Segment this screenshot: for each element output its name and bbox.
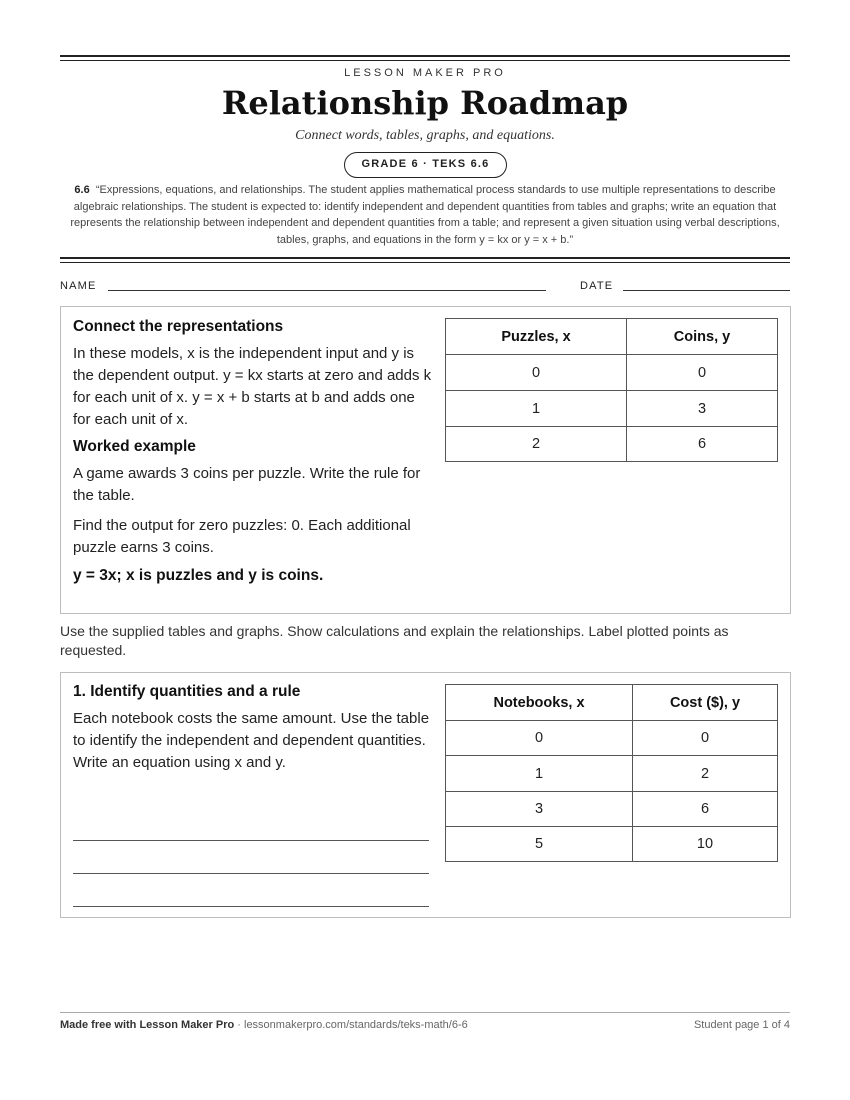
table-cell: 6 [627, 427, 778, 462]
grade-badge: GRADE 6 · TEKS 6.6 [344, 152, 507, 178]
table-row [446, 721, 778, 756]
table-row [446, 792, 778, 827]
example-heading: Worked example [73, 438, 196, 455]
table-header-row [446, 685, 778, 721]
problem-1-box [60, 672, 791, 918]
table-row [446, 427, 778, 462]
problem-1-body: Each notebook costs the same amount. Use the table to identify the independent and dependent quantities. Write an equation using x and y. [73, 710, 430, 771]
table-cell: 0 [633, 721, 778, 756]
problem-1-heading: 1. Identify quantities and a rule [73, 683, 301, 700]
table-cell: 3 [627, 391, 778, 427]
table-cell: 3 [446, 792, 633, 827]
table-cell: 1 [446, 391, 627, 427]
standard-code: 6.6 [74, 184, 90, 196]
footer-url: · lessonmakerpro.com/standards/teks-math/6-6 [234, 1019, 468, 1031]
table-row [446, 827, 778, 862]
table-cell: 0 [446, 355, 627, 391]
puzzles-coins-table [445, 318, 778, 462]
intro-box [60, 306, 791, 614]
table-row [446, 355, 778, 391]
footer-made-with: Made free with Lesson Maker Pro [60, 1019, 235, 1031]
answer-line[interactable] [73, 840, 429, 841]
intro-body: In these models, x is the independent input and y is the dependent output. y = kx starts at zero and adds k for each unit of x. y = x + b starts at b and adds one for each unit of x. [73, 345, 432, 428]
table-header-cell: Puzzles, x [446, 319, 627, 355]
footer-rule [60, 1012, 790, 1013]
name-label: NAME [60, 280, 97, 292]
table-row [446, 756, 778, 792]
example-answer: y = 3x; x is puzzles and y is coins. [73, 567, 324, 584]
table-header-row [446, 319, 778, 355]
brand-name: LESSON MAKER PRO [344, 67, 506, 79]
page-title: Relationship Roadmap [221, 84, 629, 122]
date-label: DATE [580, 280, 614, 292]
header-bottom-rule [60, 257, 790, 259]
intro-text [73, 318, 433, 585]
instructions-text: Use the supplied tables and graphs. Show calculations and explain the relationships. Label plotted points as requested. [60, 623, 729, 658]
top-rule [60, 55, 790, 57]
answer-line[interactable] [73, 906, 429, 907]
table-cell: 0 [446, 721, 633, 756]
table-cell: 1 [446, 756, 633, 792]
example-step: Find the output for zero puzzles: 0. Each additional puzzle earns 3 coins. [73, 517, 411, 556]
table-header-cell: Notebooks, x [446, 685, 633, 721]
answer-line[interactable] [73, 873, 429, 874]
table-cell: 6 [633, 792, 778, 827]
intro-heading: Connect the representations [73, 318, 284, 335]
notebooks-cost-table [445, 684, 778, 862]
table-cell: 10 [633, 827, 778, 862]
footer-credit [60, 1019, 468, 1031]
standard-description [62, 182, 788, 248]
problem-1-text [73, 683, 433, 774]
footer-page-number: Student page 1 of 4 [693, 1019, 790, 1031]
table-header-cell: Cost ($), y [633, 685, 778, 721]
example-text: A game awards 3 coins per puzzle. Write the rule for the table. [73, 465, 421, 504]
name-line[interactable] [108, 290, 546, 291]
standard-text: “Expressions, equations, and relationships. The student applies mathematical process standards to use multiple representations to describe algebraic relationships. The student is expected to: identify independent and dependent quantities from tables and graphs; write an equation that represents the relationship between independent and dependent quantities from a table; and represent a given situation using verbal descriptions, tables, graphs, and equations in the form y = kx or y = x + b.” [70, 184, 780, 246]
table-cell: 0 [627, 355, 778, 391]
table-header-cell: Coins, y [627, 319, 778, 355]
table-cell: 5 [446, 827, 633, 862]
table-cell: 2 [633, 756, 778, 792]
page-subtitle: Connect words, tables, graphs, and equations. [295, 128, 555, 143]
table-row [446, 391, 778, 427]
table-cell: 2 [446, 427, 627, 462]
date-line[interactable] [623, 290, 790, 291]
